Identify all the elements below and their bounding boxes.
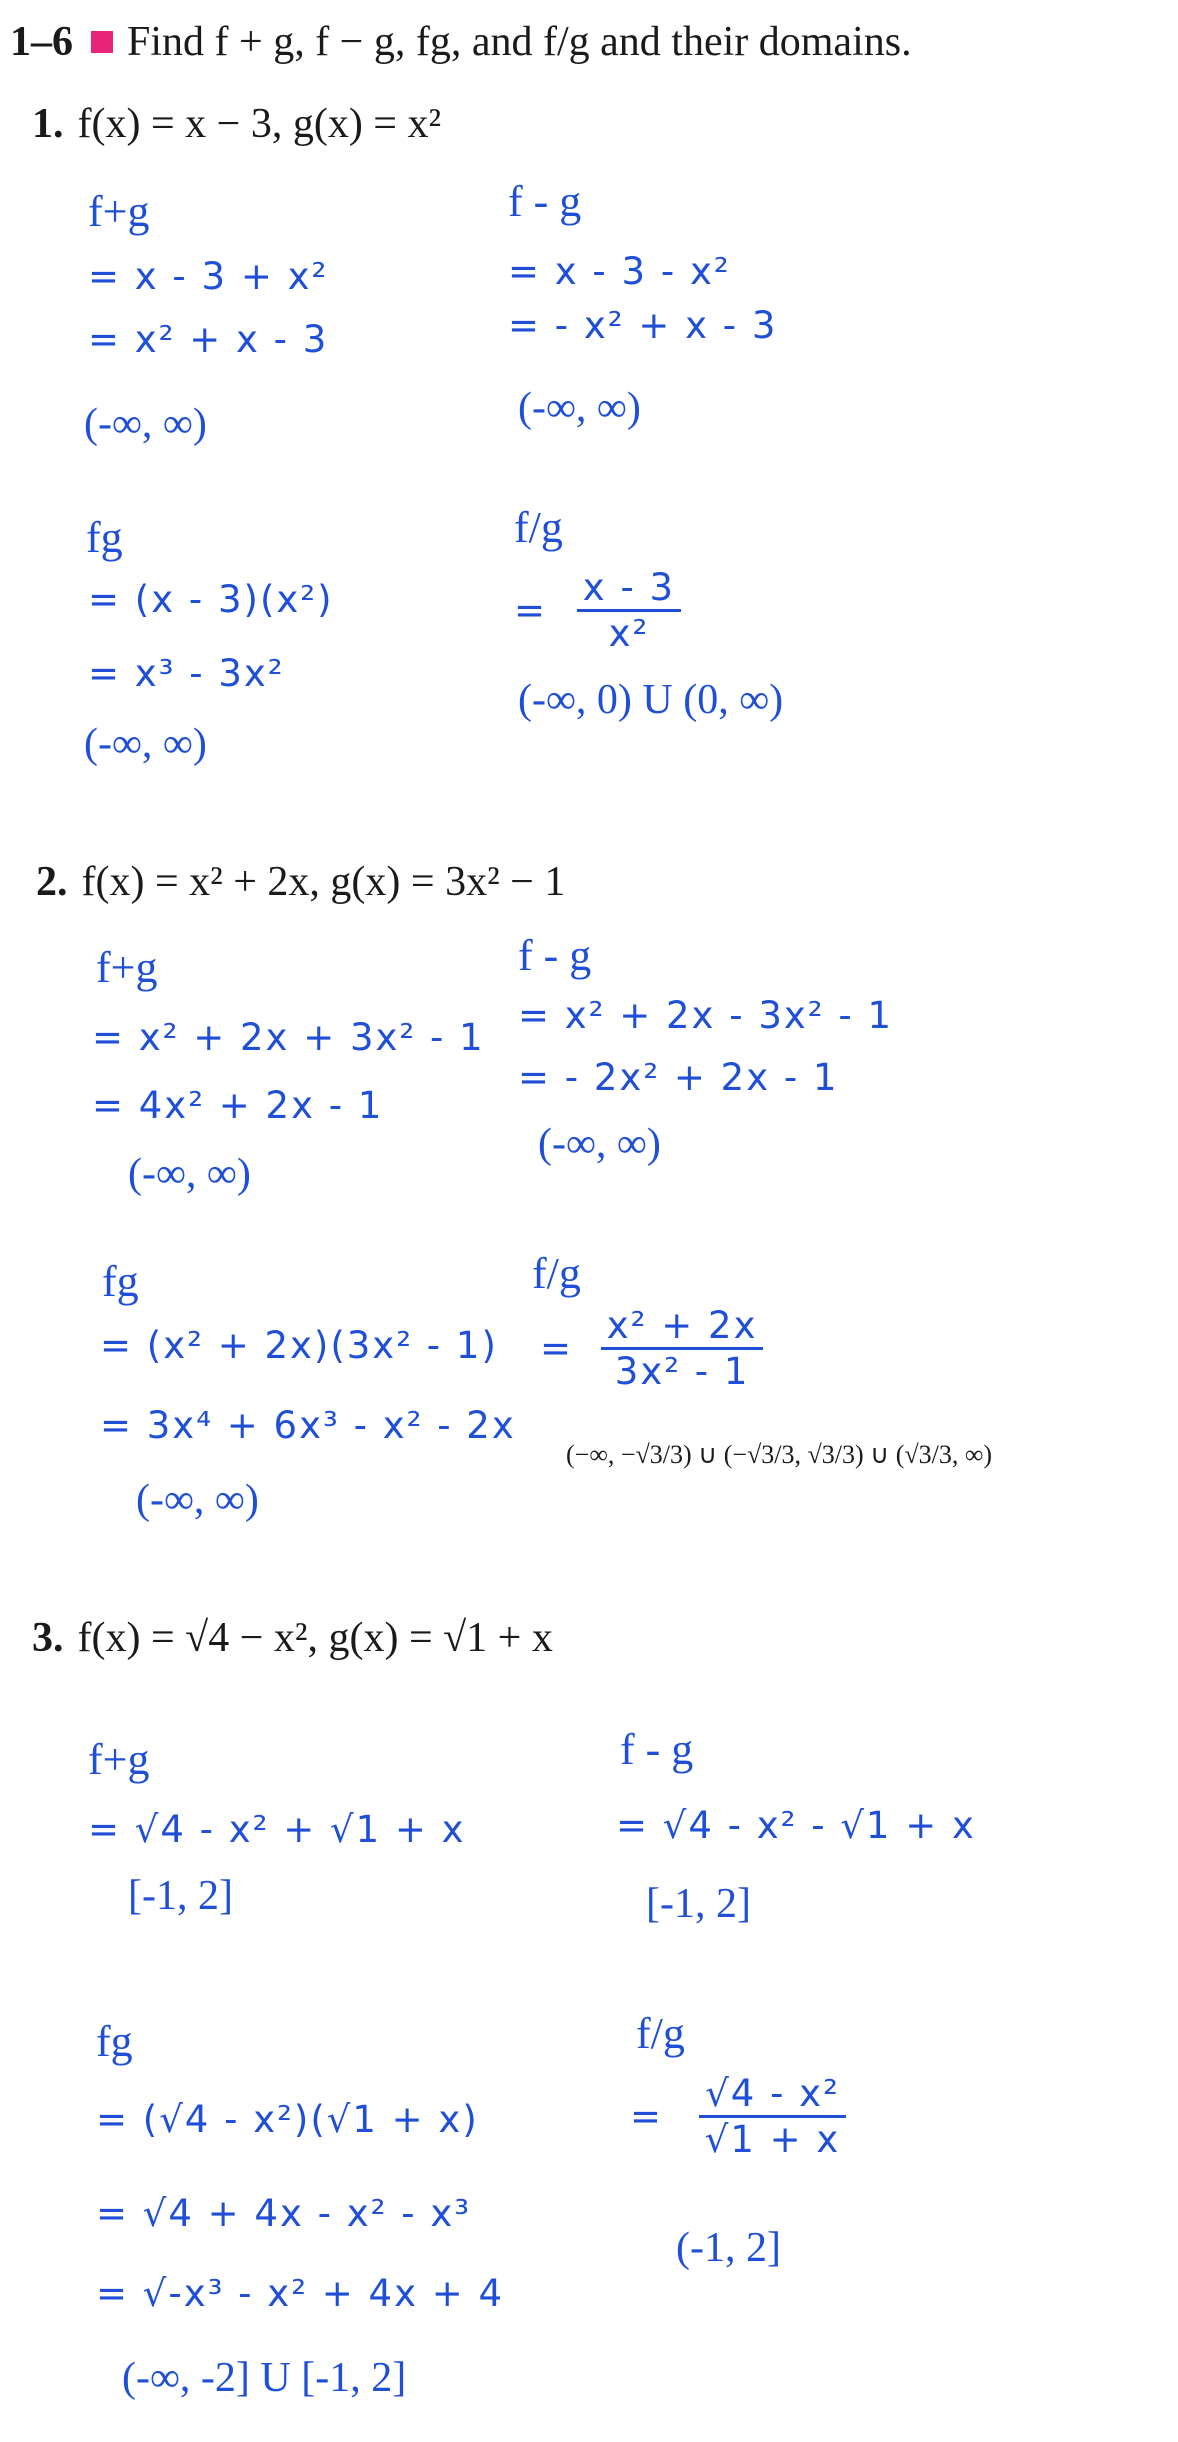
p3-sum-domain: [-1, 2]	[128, 1873, 233, 1919]
p3-diff-line-1: = √4 - x² - √1 + x	[616, 1804, 976, 1847]
p3-prod-domain: (-∞, -2] U [-1, 2]	[122, 2355, 407, 2401]
p1-prod-label: fg	[86, 513, 123, 562]
p2-prod-line-2: = 3x⁴ + 6x³ - x² - 2x	[100, 1404, 516, 1447]
p1-sum-line-1: = x - 3 + x²	[88, 255, 329, 298]
p3-prod-line-1: = (√4 - x²)(√1 + x)	[96, 2098, 479, 2141]
p1-diff-label: f - g	[508, 177, 582, 226]
p3-quot-domain: (-1, 2]	[676, 2225, 781, 2271]
p2-diff-line-2: = - 2x² + 2x - 1	[518, 1056, 839, 1099]
p2-prod-label: fg	[102, 1257, 139, 1306]
p2-quot-fraction: $\frac{\text{x² + 2x}}{\text{3x² - 1}}$	[601, 1304, 764, 1393]
p2-prod-domain: (-∞, ∞)	[136, 1477, 259, 1523]
p3-quot-fraction: $\frac{\text{√4 - x²}}{√1 + x}$	[699, 2072, 847, 2161]
p2-quot-expr: = $\frac{\text{x² + 2x}}{\text{3x² - 1}}$	[540, 1304, 763, 1393]
p2-diff-domain: (-∞, ∞)	[538, 1121, 661, 1167]
p1-diff-line-1: = x - 3 - x²	[508, 250, 731, 293]
p1-sum-line-2: = x² + x - 3	[88, 318, 329, 361]
p1-sum-domain: (-∞, ∞)	[84, 401, 207, 447]
p1-quot-expr: = $\frac{x - 3}{\text{x²}}$	[514, 566, 681, 655]
p2-diff-line-1: = x² + 2x - 3x² - 1	[518, 994, 894, 1037]
p3-quot-expr: = $\frac{\text{√4 - x²}}{√1 + x}$	[630, 2072, 846, 2161]
exercise-header	[10, 18, 912, 66]
p3-prod-label: fg	[96, 2017, 133, 2066]
p1-prod-line-1: = (x - 3)(x²)	[88, 578, 334, 621]
p2-sum-label: f+g	[96, 943, 158, 992]
p2-sum-line-1: = x² + 2x + 3x² - 1	[92, 1016, 485, 1059]
p1-quot-domain: (-∞, 0) U (0, ∞)	[518, 677, 784, 723]
p3-diff-domain: [-1, 2]	[646, 1881, 751, 1927]
p1-sum-label: f+g	[88, 187, 150, 236]
p2-diff-label: f - g	[518, 931, 592, 980]
problem-1-statement: 1. f(x) = x − 3, g(x) = x²	[32, 101, 442, 147]
p1-quot-fraction: $\frac{x - 3}{\text{x²}}$	[577, 566, 681, 655]
p3-prod-line-2: = √4 + 4x - x² - x³	[96, 2192, 472, 2235]
p2-sum-line-2: = 4x² + 2x - 1	[92, 1084, 384, 1127]
p2-quot-label: f/g	[532, 1249, 581, 1298]
p2-prod-line-1: = (x² + 2x)(3x² - 1)	[100, 1324, 498, 1367]
exercise-instruction: Find f + g, f − g, fg, and f/g and their domains.	[127, 19, 912, 65]
magenta-square-icon	[91, 31, 113, 53]
p3-sum-line-1: = √4 - x² + √1 + x	[88, 1808, 466, 1851]
p1-diff-line-2: = - x² + x - 3	[508, 304, 778, 347]
p3-sum-label: f+g	[88, 1735, 150, 1784]
p1-prod-domain: (-∞, ∞)	[84, 721, 207, 767]
p3-quot-label: f/g	[636, 2009, 685, 2058]
p3-prod-line-3: = √-x³ - x² + 4x + 4	[96, 2272, 505, 2315]
exercise-range: 1–6	[10, 19, 73, 65]
p1-prod-line-2: = x³ - 3x²	[88, 652, 285, 695]
p2-quot-domain: (−∞, −√3/3) ∪ (−√3/3, √3/3) ∪ (√3/3, ∞)	[566, 1440, 993, 1469]
p3-diff-label: f - g	[620, 1725, 694, 1774]
p1-diff-domain: (-∞, ∞)	[518, 385, 641, 431]
problem-3-statement: 3. f(x) = √4 − x², g(x) = √1 + x	[32, 1615, 553, 1661]
p1-quot-label: f/g	[514, 503, 563, 552]
problem-2-statement: 2. f(x) = x² + 2x, g(x) = 3x² − 1	[36, 859, 566, 905]
p2-sum-domain: (-∞, ∞)	[128, 1151, 251, 1197]
